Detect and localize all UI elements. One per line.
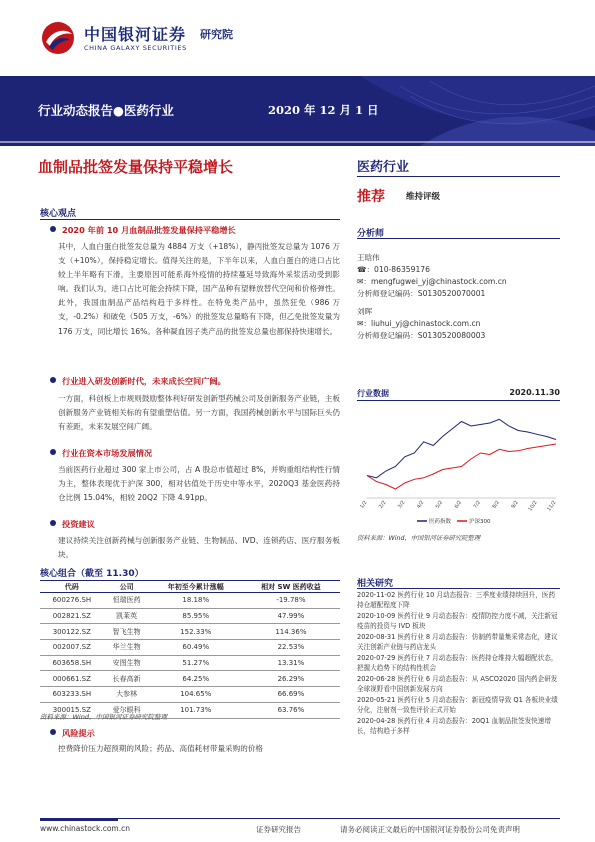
- cell-code: 300122.SZ: [40, 624, 104, 640]
- analyst-2-email[interactable]: ✉：liuhui_yj@chinastock.com.cn: [357, 319, 481, 328]
- cell-company: 智飞生物: [104, 624, 150, 640]
- sector-divider: [357, 176, 560, 177]
- brand-institute: 研究院: [200, 28, 233, 41]
- table-row: [40, 624, 340, 640]
- chart-source: 资料来源：Wind，中国银河证券研究院整理: [357, 535, 481, 542]
- cell-code: 603658.SH: [40, 655, 104, 671]
- cell-ytd: 152.33%: [150, 624, 242, 640]
- chart-title: 行业数据: [357, 389, 389, 398]
- cell-code: 000661.SZ: [40, 671, 104, 687]
- cell-relative: 63.76%: [242, 702, 340, 718]
- related-heading: 相关研究: [357, 579, 394, 589]
- point-heading-4: 投资建议: [50, 519, 95, 530]
- col-code: 代码: [40, 581, 104, 593]
- x-tick-label: 5/2: [434, 499, 445, 510]
- col-company: 公司: [104, 581, 150, 593]
- bullet-icon: [50, 449, 56, 455]
- report-banner: [0, 76, 595, 146]
- rating: 推荐: [357, 189, 385, 205]
- point-body-1: 其中，人血白蛋白批签发总量为 4884 万支（+18%），静丙批签发总量为 1076 万支（+10%），保持稳定增长。值得关注的是，下半年以来，人血白蛋白的进口占比较上半年略有下滑，主要原因可能系海外疫情的持续蔓延导致海外采浆活动受到影响。我们认为，进口占比可能会持续下降，国产品种有望释放替代空间和价格弹性。此外，我国血制品产品结构趋于多样性。在特免类产品中，虽然狂免（986 万支，-0.2%）和破免（505 万支，-6%）的批签发总量略有下降，但乙免批签发量为 176 万支，同比增长 16%。各种凝血因子类产品的批签发总量也都保持快速增长。: [58, 242, 340, 336]
- point-heading-1: 2020 年前 10 月血制品批签发量保持平稳增长: [50, 225, 236, 236]
- related-item[interactable]: 2020-11-02 医药行业 10 月动态报告：三季度业绩持续回升，医药持仓超配程度下降: [357, 591, 556, 610]
- portfolio-table: [40, 580, 340, 719]
- cell-company: 爱尔眼科: [104, 702, 150, 718]
- footer-site[interactable]: www.chinastock.com.cn: [40, 824, 130, 833]
- related-item[interactable]: 2020-06-28 医药行业 6 月动态报告：从 ASCO2020 国内药企研发全球视野看中国创新发展方向: [357, 675, 558, 694]
- analyst-1-email[interactable]: ✉：mengfugwei_yj@chinastock.com.cn: [357, 277, 507, 286]
- risk-heading: 风险提示: [50, 728, 95, 739]
- analyst-1-phone: ☎：010-86359176: [357, 265, 430, 274]
- footer-center: 证券研究报告: [256, 825, 301, 834]
- cell-relative: 114.36%: [242, 624, 340, 640]
- related-item[interactable]: 2020-10-09 医药行业 9 月动态报告：疫情防控力度不减，关注新冠疫苗的投资与 IVD 板块: [357, 612, 558, 631]
- cell-company: 安图生物: [104, 655, 150, 671]
- x-tick-label: 2/2: [378, 499, 388, 510]
- cell-code: 002821.SZ: [40, 608, 104, 624]
- point-heading-3: 行业在资本市场发展情况: [50, 448, 152, 459]
- cell-company: 华兰生物: [104, 640, 150, 656]
- footer-disclaimer: 请务必阅读正文最后的中国银河证券股份公司免责声明: [340, 825, 520, 834]
- footer-divider: [40, 818, 560, 819]
- table-header-row: [40, 581, 340, 593]
- cell-relative: 13.31%: [242, 655, 340, 671]
- point-body-4: 建议持续关注创新药械与创新服务产业链、生物制品、IVD、连锁药店、医疗服务板块。: [58, 536, 340, 560]
- col-relative: 相对 SW 医药收益: [242, 581, 340, 593]
- cell-company: 恒瑞医药: [104, 593, 150, 609]
- cell-ytd: 64.25%: [150, 671, 242, 687]
- cell-ytd: 18.18%: [150, 593, 242, 609]
- legend-label: 医药指数: [429, 519, 452, 525]
- core-view-heading: 核心观点: [40, 209, 77, 219]
- company-logo: [40, 20, 250, 60]
- x-tick-label: 11/2: [546, 499, 558, 513]
- x-tick-label: 1/2: [359, 499, 369, 510]
- cell-relative: 26.29%: [242, 671, 340, 687]
- x-tick-label: 4/2: [415, 499, 426, 510]
- point-body-2: 一方面，科创板上市规则鼓励整体利好研发创新型药械公司及创新服务产业链，主板创新服务产业链相关标的有望重塑估值。另一方面，我国药械创新水平与国际巨头仍有差距，未来发展空间广阔。: [58, 394, 340, 432]
- related-divider: [357, 588, 560, 589]
- analyst-2-cert: 分析师登记编码：S0130520080003: [357, 331, 486, 340]
- analyst-1-name: 王晗伟: [357, 253, 380, 262]
- brand-name-en: CHINA GALAXY SECURITIES: [84, 44, 187, 52]
- cell-relative: -19.78%: [242, 593, 340, 609]
- chart-date: 2020.11.30: [509, 388, 560, 397]
- cell-ytd: 51.27%: [150, 655, 242, 671]
- x-tick-label: 9/2: [510, 499, 520, 510]
- cell-code: 603233.SH: [40, 687, 104, 703]
- cell-relative: 47.99%: [242, 608, 340, 624]
- related-item[interactable]: 2020-04-28 医药行业 4 月动态报告：20Q1 血制品批签发快速增长，结构趋于多样: [357, 717, 551, 736]
- legend-label: 沪深300: [469, 519, 491, 525]
- table-source: 资料来源：Wind，中国银河证券研究院整理: [40, 713, 167, 721]
- point-body-3: 当前医药行业超过 300 家上市公司，占 A 股总市值超过 8%，并购重组结构性行情为主，整体表现优于沪深 300，相对估值处于历史中等水平，2020Q3 基金医药持仓比例 15.04%，相较 20Q2 下降 4.91pp。: [58, 465, 340, 503]
- report-date: 2020 年 12 月 1 日: [268, 103, 379, 117]
- cell-ytd: 85.95%: [150, 608, 242, 624]
- analyst-1-cert: 分析师登记编码：S0130520070001: [357, 289, 486, 298]
- bullet-icon: [50, 520, 56, 526]
- chart-heading: [357, 388, 560, 399]
- cell-company: 大参林: [104, 687, 150, 703]
- cell-company: 凯莱英: [104, 608, 150, 624]
- sector-name: 医药行业: [357, 160, 410, 175]
- x-tick-label: 7/2: [472, 499, 483, 510]
- x-tick-label: 6/2: [453, 499, 464, 510]
- related-item[interactable]: 2020-07-29 医药行业 7 月动态报告：医药持仓维持大幅超配状态，把握大趋势下的结构性机会: [357, 654, 558, 673]
- chart-divider: [357, 400, 560, 401]
- analyst-heading: 分析师: [357, 229, 385, 239]
- cell-ytd: 104.65%: [150, 687, 242, 703]
- x-tick-label: 3/2: [396, 499, 407, 510]
- brand-name-cn: 中国银河证券: [84, 25, 187, 44]
- cell-code: 600276.SH: [40, 593, 104, 609]
- portfolio-heading: 核心组合（截至 11.30）: [40, 569, 144, 579]
- cell-ytd: 101.73%: [150, 702, 242, 718]
- x-tick-label: 10/2: [527, 499, 539, 513]
- table-row: [40, 640, 340, 656]
- cell-company: 长春高新: [104, 671, 150, 687]
- related-item[interactable]: 2020-08-31 医药行业 8 月动态报告：仿制药带量集采常态化，建议关注创新产业链与药店龙头: [357, 633, 558, 652]
- cell-relative: 22.53%: [242, 640, 340, 656]
- bullet-icon: [50, 377, 56, 383]
- bullet-icon: [50, 729, 56, 735]
- analyst-divider: [357, 238, 560, 239]
- related-item[interactable]: 2020-05-21 医药行业 5 月动态报告：新冠疫情导致 Q1 各板块业绩分化，注射剂一致性评价正式开始: [357, 696, 558, 715]
- cell-code: 300015.SZ: [40, 702, 104, 718]
- report-type: 行业动态报告●医药行业: [38, 103, 174, 118]
- risk-body: 控费降价压力超预期的风险；药品、高值耗材带量采购的价格: [58, 744, 264, 753]
- galaxy-logo-icon: [40, 20, 76, 56]
- footer-accent-bar: [40, 818, 118, 821]
- analyst-2-name: 刘晖: [357, 307, 373, 316]
- cell-code: 002007.SZ: [40, 640, 104, 656]
- table-row: [40, 608, 340, 624]
- bullet-icon: [50, 226, 56, 232]
- cell-ytd: 60.49%: [150, 640, 242, 656]
- cell-relative: 66.69%: [242, 687, 340, 703]
- table-row: [40, 671, 340, 687]
- core-view-divider: [40, 219, 340, 220]
- table-row: [40, 687, 340, 703]
- rating-sub: 维持评级: [406, 192, 441, 202]
- col-ytd: 年初至今累计涨幅: [150, 581, 242, 593]
- table-row: [40, 655, 340, 671]
- table-row: [40, 593, 340, 609]
- report-title: 血制品批签发量保持平稳增长: [38, 158, 234, 176]
- point-heading-2: 行业进入研发创新时代，未来成长空间广阔。: [50, 376, 226, 387]
- related-list: [357, 590, 560, 737]
- x-tick-label: 8/2: [491, 499, 501, 510]
- industry-line-chart: [357, 404, 560, 528]
